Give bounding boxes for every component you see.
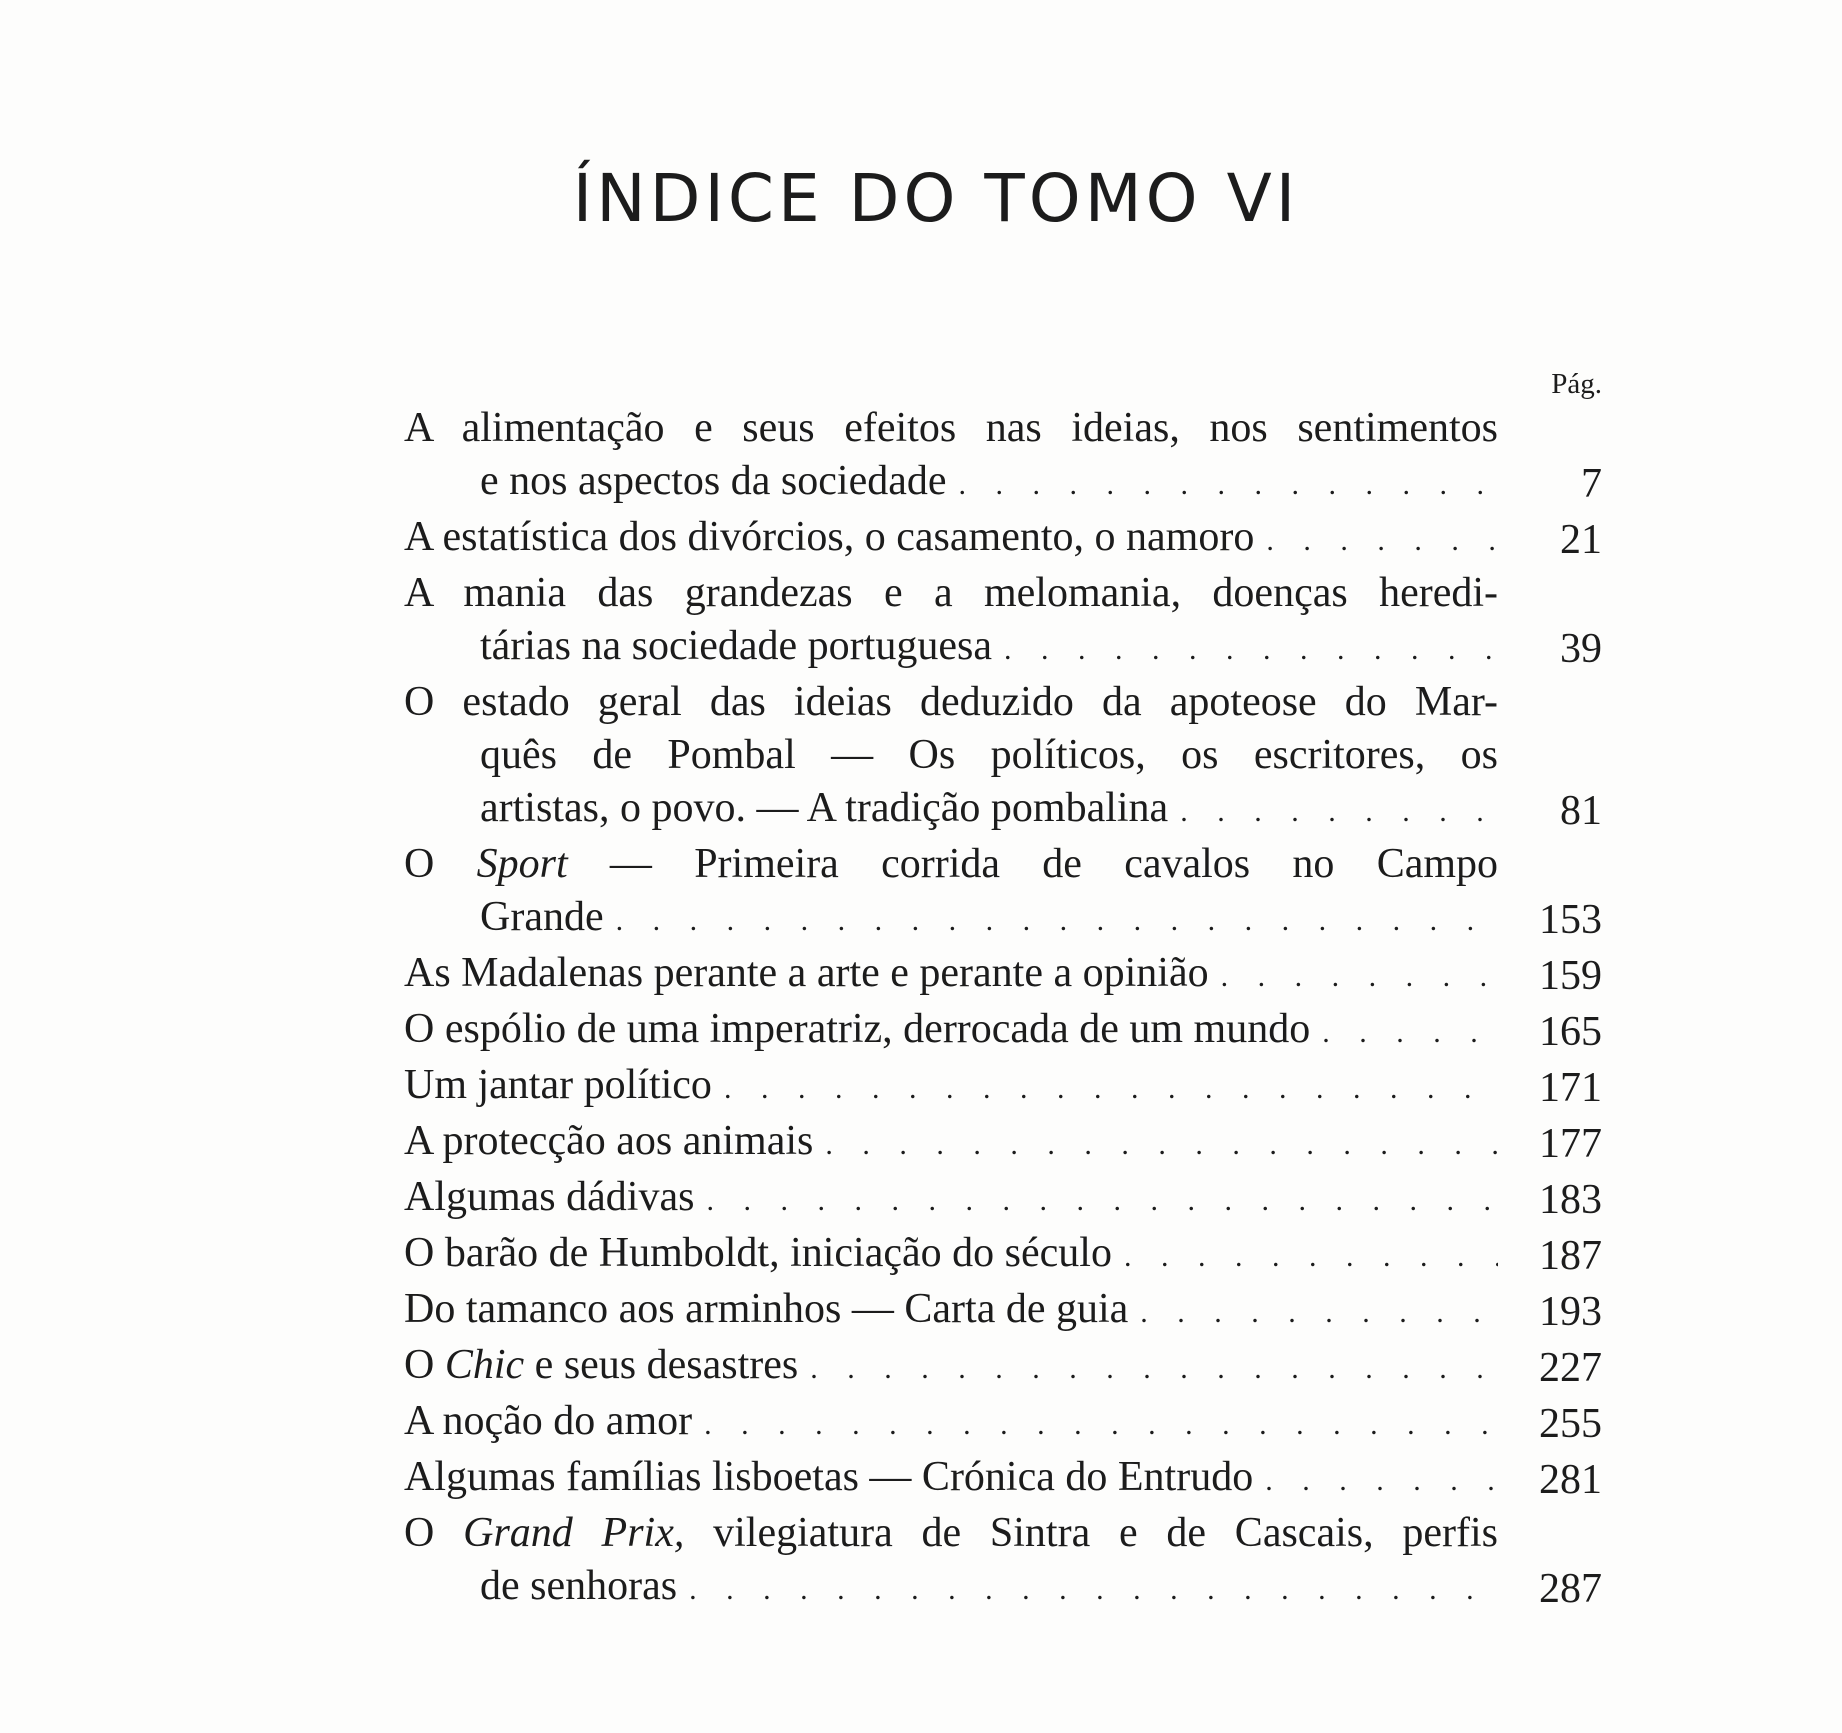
page-number: 193 (1539, 1289, 1602, 1335)
dot-leader (1168, 785, 1498, 838)
entry-line (404, 1227, 1498, 1283)
dot-leader (813, 1118, 1498, 1171)
entry-title (404, 511, 1498, 567)
entry-line-text: Grande (480, 894, 604, 940)
entry-line-text: e seus desastres (534, 1342, 799, 1388)
page-number: 255 (1539, 1401, 1602, 1447)
page-number: 177 (1539, 1121, 1602, 1167)
toc-entry (404, 1395, 1602, 1451)
dot-leader (604, 894, 1498, 947)
entry-line: A alimentação e seus efeitos nas ideias, nos sentimentos (404, 405, 1498, 451)
page-number: 159 (1539, 953, 1602, 999)
entry-title (404, 838, 1498, 947)
page-number: 171 (1539, 1065, 1602, 1111)
entry-title (404, 402, 1498, 511)
entry-title (404, 1227, 1498, 1283)
toc-entry (404, 1451, 1602, 1507)
entry-line (404, 947, 1498, 1003)
entry-line-text: A protecção aos animais (404, 1118, 814, 1164)
dot-leader (677, 1563, 1498, 1616)
toc-entry (404, 1171, 1602, 1227)
page-number: 227 (1539, 1345, 1602, 1391)
toc-entry (404, 838, 1602, 947)
entry-line (404, 455, 1498, 511)
toc-entry (404, 1507, 1602, 1616)
entry-line (404, 1171, 1498, 1227)
entry-line-text: — Primeira corrida de cavalos no Campo (609, 841, 1498, 887)
entry-title (404, 1115, 1498, 1171)
page-number: 187 (1539, 1233, 1602, 1279)
entry-line-text: de senhoras (480, 1563, 678, 1609)
entry-line-text: Algumas dádivas (404, 1174, 695, 1220)
dot-leader (1209, 950, 1498, 1003)
page-number: 7 (1581, 461, 1602, 507)
entry-title (404, 676, 1498, 838)
entry-line-text: O espólio de uma imperatriz, derrocada de um mundo (404, 1006, 1311, 1052)
entry-title (404, 1395, 1498, 1451)
entry-line (404, 1283, 1498, 1339)
toc-entry (404, 676, 1602, 838)
entry-title (404, 567, 1498, 676)
toc-entry (404, 511, 1602, 567)
entry-line-text (404, 1339, 798, 1392)
page-number: 39 (1560, 626, 1602, 672)
entry-line (404, 620, 1498, 676)
toc-entry (404, 567, 1602, 676)
entry-line-text: As Madalenas perante a arte e perante a opinião (404, 950, 1209, 996)
entry-line (404, 511, 1498, 567)
dot-leader (1112, 1230, 1498, 1283)
entry-line-text: O barão de Humboldt, iniciação do século (404, 1230, 1112, 1276)
page-number: 21 (1560, 517, 1602, 563)
entry-italic-term: Grand Prix, (463, 1510, 685, 1556)
dot-leader (692, 1398, 1498, 1451)
entry-line (404, 782, 1498, 838)
entry-line (404, 1003, 1498, 1059)
entry-line-text: e nos aspectos da sociedade (480, 458, 947, 504)
dot-leader (712, 1062, 1498, 1115)
entry-italic-term: Chic (444, 1342, 525, 1388)
toc-entry (404, 1227, 1602, 1283)
entry-title (404, 1171, 1498, 1227)
dot-leader (992, 623, 1498, 676)
entry-line (404, 1451, 1498, 1507)
entry-title (404, 1059, 1498, 1115)
entry-line-text: tárias na sociedade portuguesa (480, 623, 992, 669)
page-number: 281 (1539, 1457, 1602, 1503)
entry-line (404, 1395, 1498, 1451)
dot-leader (694, 1174, 1498, 1227)
dot-leader (947, 458, 1499, 511)
entry-line-text: O (404, 841, 435, 887)
entry-line-text: O (404, 1510, 435, 1556)
dot-leader (1254, 514, 1498, 567)
entry-line-text: A estatística dos divórcios, o casamento, o namoro (404, 514, 1255, 560)
entry-line: O estado geral das ideias deduzido da apoteose do Mar- (404, 679, 1498, 725)
entry-line (404, 838, 1498, 891)
entry-line-text: artistas, o povo. — A tradição pombalina (480, 785, 1169, 831)
entry-line (404, 1059, 1498, 1115)
entry-line (404, 891, 1498, 947)
entry-title (404, 1283, 1498, 1339)
toc-entry (404, 1283, 1602, 1339)
toc-entry (404, 1003, 1602, 1059)
entry-line: quês de Pombal — Os políticos, os escritores, os (480, 732, 1498, 778)
entry-line-text: Algumas famílias lisboetas — Crónica do Entrudo (404, 1454, 1254, 1500)
entry-italic-term: Sport (476, 841, 568, 887)
toc-entry (404, 1339, 1602, 1395)
entry-title (404, 1339, 1498, 1395)
page-number: 183 (1539, 1177, 1602, 1223)
dot-leader (1128, 1286, 1498, 1339)
page-number: 165 (1539, 1009, 1602, 1055)
page-number: 287 (1539, 1566, 1602, 1612)
page-title: ÍNDICE DO TOMO VI (572, 160, 1300, 237)
entry-line-text: vilegiatura de Sintra e de Cascais, perfis (713, 1510, 1498, 1556)
entry-line (404, 1560, 1498, 1616)
toc-entry (404, 947, 1602, 1003)
toc-entry (404, 1059, 1602, 1115)
entry-line (404, 1115, 1498, 1171)
entry-title (404, 1507, 1498, 1616)
entry-title (404, 1003, 1498, 1059)
entry-line-text: A noção do amor (404, 1398, 693, 1444)
toc-entry (404, 1115, 1602, 1171)
entry-title (404, 947, 1498, 1003)
dot-leader (798, 1342, 1498, 1395)
entry-title (404, 1451, 1498, 1507)
dot-leader (1253, 1454, 1498, 1507)
entry-line: A mania das grandezas e a melomania, doenças heredi- (404, 570, 1498, 616)
toc-entry (404, 402, 1602, 511)
entry-line-text: Um jantar político (404, 1062, 712, 1108)
entry-line (404, 1339, 1498, 1395)
page-column-label: Pág. (1551, 368, 1602, 400)
entry-line-text: Do tamanco aos arminhos — Carta de guia (404, 1286, 1129, 1332)
entry-line (404, 1507, 1498, 1560)
page-number: 153 (1539, 897, 1602, 943)
dot-leader (1310, 1006, 1498, 1059)
table-of-contents (404, 402, 1602, 1616)
page-number: 81 (1560, 788, 1602, 834)
entry-line-text: O (404, 1342, 435, 1388)
